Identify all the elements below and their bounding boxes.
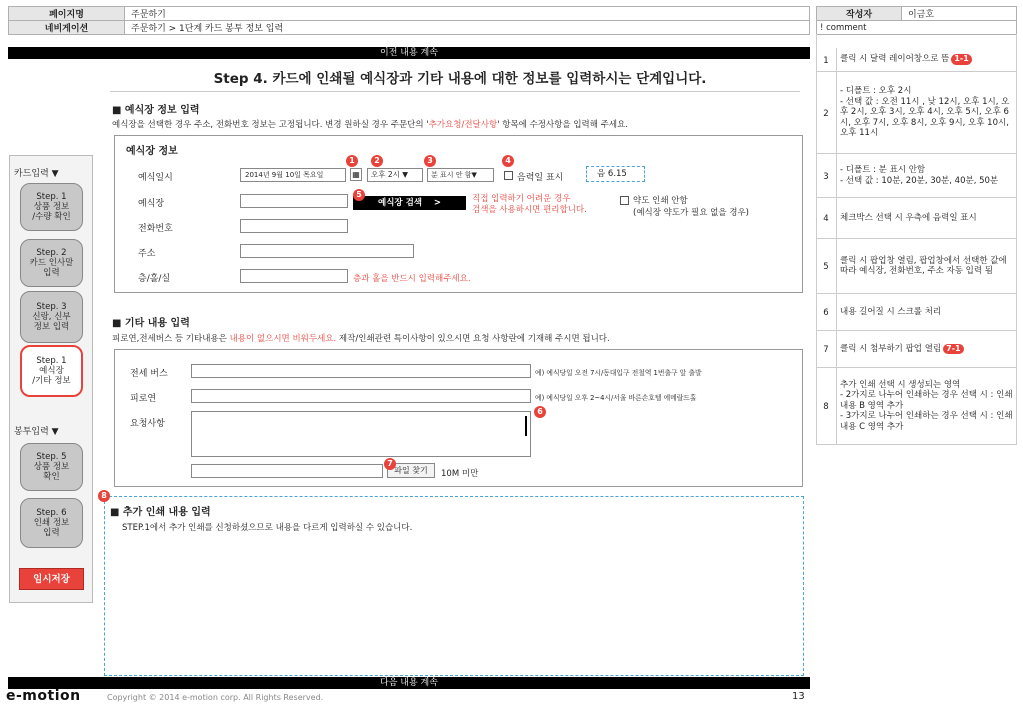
comment-number: 1	[823, 55, 829, 66]
address-input[interactable]	[240, 244, 414, 258]
comment-header: ! comment	[816, 20, 1017, 35]
comment-text: 내용 길어질 시 스크롤 처리	[836, 294, 1017, 330]
sidebar-step-venue-active[interactable]: Step. 1 예식장 /기타 정보	[20, 345, 83, 397]
bus-example: 예) 예식당일 오전 7시/동대입구 전철역 1번출구 앞 출발	[535, 369, 702, 377]
file-path-input[interactable]	[191, 464, 383, 478]
venue-hint: 직접 입력하기 어려운 경우 검색을 사용하시면 편리합니다.	[472, 194, 587, 215]
comment-number: 6	[823, 308, 829, 318]
badge-7-1: 7-1	[943, 344, 963, 355]
other-section-title: ■ 기타 내용 입력	[112, 318, 190, 329]
datetime-label: 예식일시	[138, 173, 173, 183]
sidebar-step-3-couple[interactable]: Step. 3 신랑, 신부 정보 입력	[20, 291, 83, 343]
page-name-label: 페이지명	[8, 6, 125, 21]
minute-select[interactable]: 분 표시 안 함▼	[427, 168, 494, 182]
envelope-group-label[interactable]: 봉투입력 ▼	[14, 427, 59, 437]
venue-section-desc: 예식장을 선택한 경우 주소, 전화번호 정보는 고정됩니다. 변경 원하실 경우 주문단의 '추가요청/전달사항' 항목에 수정사항을 입력해 주세요.	[112, 120, 629, 130]
request-textarea[interactable]	[191, 411, 531, 457]
comment-number: 8	[823, 402, 829, 412]
request-scrollbar[interactable]	[525, 416, 527, 436]
comment-text: 추가 인쇄 선택 시 생성되는 영역 - 2가지로 나누어 인쇄하는 경우 선택 시 : 인쇄내용 B 영역 추가 - 3가지로 나누어 인쇄하는 경우 선택 시 : 인쇄내용 C 영역 추가	[836, 368, 1017, 444]
comment-text: 클릭 시 달력 레이어창으로 뜸 1-1	[836, 48, 1017, 71]
comment-number: 3	[823, 171, 829, 182]
venue-input[interactable]	[240, 194, 348, 208]
reception-label: 피로연	[130, 394, 157, 404]
comment-row-1	[816, 48, 1017, 72]
comment-text: - 디폴트 : 오후 2시 - 선택 값 : 오전 11시 , 낮 12시, 오후 1시, 오후 2시, 오후 3시, 오후 4시, 오후 5시, 오후 6시, 오후 7시, 오후 8시, 오후 9시, 오후 10시, 오후 11시	[836, 72, 1017, 153]
lunar-checkbox[interactable]	[504, 171, 513, 180]
venue-search-button[interactable]: 예식장 검색 >	[353, 196, 466, 210]
floor-hint: 층과 홀을 반드시 입력해주세요.	[353, 274, 471, 284]
no-map-label: 약도 인쇄 안함	[633, 196, 688, 206]
sidebar-step-5-envelope[interactable]: Step. 5 상품 정보 확인	[20, 443, 83, 491]
comment-row-5	[816, 239, 1017, 294]
temp-save-button[interactable]: 임시저장	[19, 568, 84, 590]
bus-label: 전세 버스	[130, 369, 168, 379]
marker-2: 2	[371, 155, 383, 167]
comment-row-7	[816, 331, 1017, 368]
footer-copyright: Copyright © 2014 e-motion corp. All Rights Reserved.	[107, 693, 324, 702]
sidebar-step-1-product[interactable]: Step. 1 상품 정보 /수량 확인	[20, 183, 83, 231]
comment-text: - 디폴트 : 분 표시 안함 - 선택 값 : 10분, 20분, 30분, 40분, 50분	[836, 154, 1017, 197]
file-limit: 10M 미만	[441, 469, 479, 479]
prev-content-bar: 이전 내용 계속	[8, 47, 810, 59]
reception-example: 예) 예식당일 오후 2~4시/서울 바른손호텔 에메랄드홀	[535, 394, 697, 402]
comment-text: 클릭 시 팝업창 열림, 팝업창에서 선택한 값에 따라 예식장, 전화번호, 주소 자동 입력 됨	[836, 239, 1017, 293]
comment-text: 클릭 시 첨부하기 팝업 열림 7-1	[836, 331, 1017, 367]
comment-row-4	[816, 198, 1017, 239]
marker-6: 6	[534, 406, 546, 418]
reception-input[interactable]	[191, 389, 531, 403]
nav-label: 네비게이션	[8, 20, 125, 35]
bus-input[interactable]	[191, 364, 531, 378]
comment-row-2	[816, 72, 1017, 154]
floor-input[interactable]	[240, 269, 348, 283]
no-map-hint: (예식장 약도가 필요 없을 경우)	[633, 208, 749, 218]
next-content-bar: 다음 내용 계속	[8, 677, 810, 689]
card-group-label[interactable]: 카드입력 ▼	[14, 169, 59, 179]
venue-label: 예식장	[138, 199, 165, 209]
marker-1: 1	[346, 155, 358, 167]
title-divider	[110, 91, 800, 92]
comment-number: 4	[823, 214, 829, 224]
calendar-icon[interactable]: ▦	[350, 168, 362, 181]
marker-5: 5	[353, 189, 365, 201]
extra-section-title: ■ 추가 인쇄 내용 입력	[110, 507, 211, 518]
address-label: 주소	[138, 249, 156, 259]
comment-number: 7	[823, 345, 829, 355]
venue-section-title: ■ 예식장 정보 입력	[112, 105, 200, 116]
author-value: 이금호	[901, 6, 1017, 21]
floor-label: 층/홀/실	[138, 274, 171, 284]
request-label: 요청사항	[130, 419, 165, 429]
lunar-label: 음력일 표시	[517, 173, 564, 183]
other-section-desc: 피로연,전세버스 등 기타내용은 내용이 없으시면 비워두세요. 제작/인쇄관련 특이사항이 있으시면 요청 사항란에 기재해 주시면 됩니다.	[112, 334, 610, 344]
phone-label: 전화번호	[138, 224, 173, 234]
lunar-display: 음 6.15	[586, 166, 645, 182]
comment-number: 5	[823, 262, 829, 272]
phone-input[interactable]	[240, 219, 348, 233]
footer-logo: e-motion	[6, 688, 81, 704]
page-name-value: 주문하기	[124, 6, 810, 21]
extra-section-desc: STEP.1에서 추가 인쇄를 신청하셨으므로 내용을 다르게 입력하실 수 있습니다.	[122, 523, 413, 533]
comment-row-8	[816, 368, 1017, 445]
page-number: 13	[792, 691, 805, 702]
marker-3: 3	[424, 155, 436, 167]
sidebar-step-2-greeting[interactable]: Step. 2 카드 인사말 입력	[20, 239, 83, 287]
date-field[interactable]: 2014년 9월 10일 목요일	[240, 168, 346, 182]
marker-8: 8	[98, 490, 110, 502]
time-select[interactable]: 오후 2시 ▼	[367, 168, 423, 182]
no-map-checkbox[interactable]	[620, 196, 629, 205]
badge-1-1: 1-1	[951, 54, 971, 65]
nav-value: 주문하기 > 1단계 카드 봉투 정보 입력	[124, 20, 810, 35]
step-title: Step 4. 카드에 인쇄될 예식장과 기타 내용에 대한 정보를 입력하시는 단계입니다.	[213, 71, 707, 87]
marker-4: 4	[502, 155, 514, 167]
sidebar-step-6-print[interactable]: Step. 6 인쇄 정보 입력	[20, 498, 83, 548]
comment-row-3	[816, 154, 1017, 198]
file-find-button[interactable]: 파일 찾기	[387, 463, 435, 478]
venue-box-title: 예식장 정보	[126, 146, 178, 157]
author-label: 작성자	[816, 6, 902, 21]
comment-number: 2	[823, 108, 829, 119]
marker-7: 7	[384, 458, 396, 470]
comment-text: 체크박스 선택 시 우측에 음력일 표시	[836, 198, 1017, 238]
comment-row-6	[816, 294, 1017, 331]
